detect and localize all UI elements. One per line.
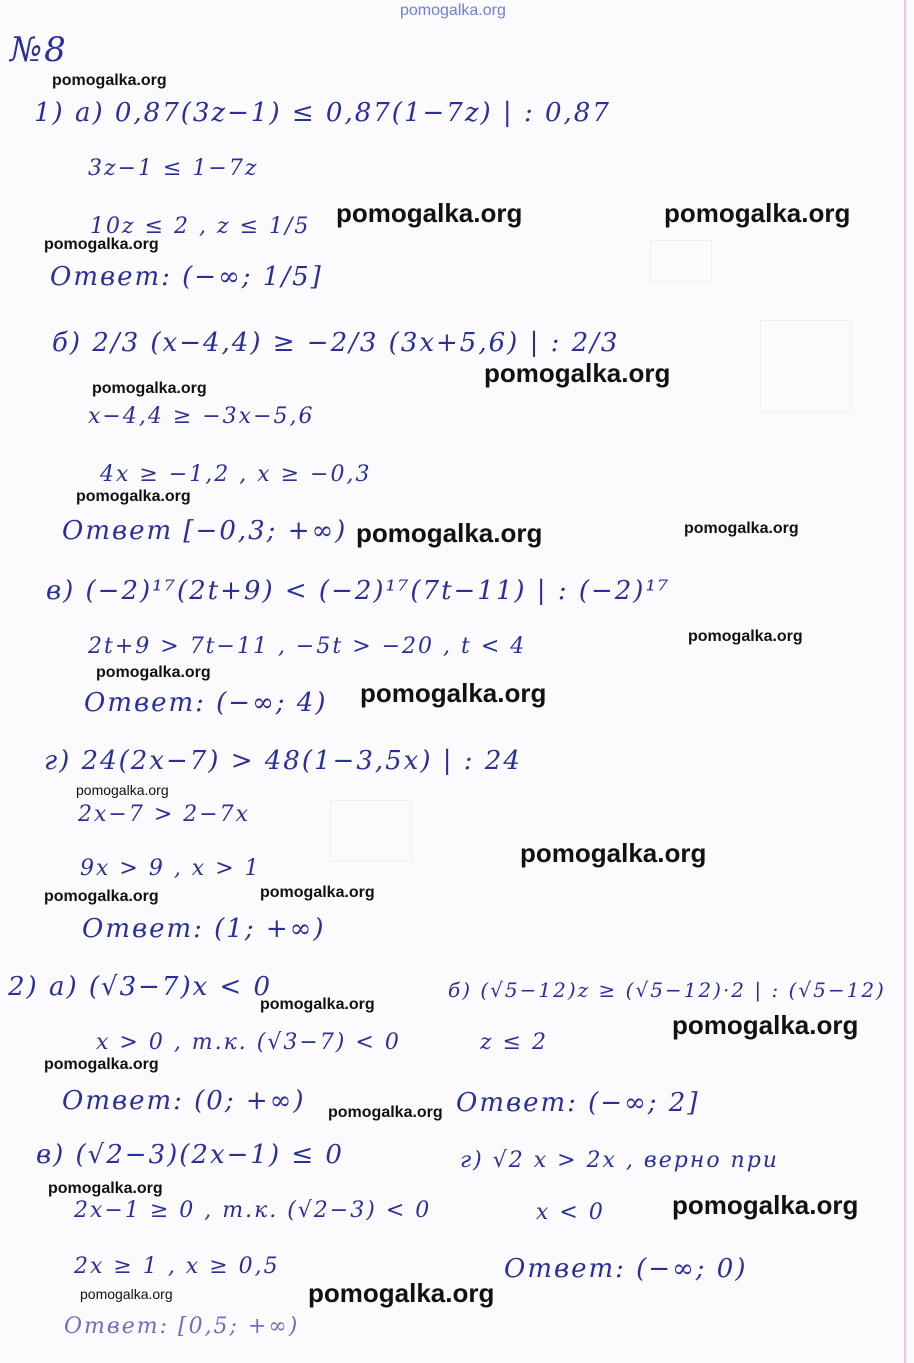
solution-line: z ≤ 2 [480, 1030, 549, 1055]
solution-line: 2x−7 > 2−7x [78, 802, 251, 827]
watermark: pomogalka.org [92, 380, 207, 397]
answer-line: Ответ [−0,3; +∞) [62, 516, 348, 546]
watermark: pomogalka.org [688, 628, 803, 645]
solution-line: в) (√2−3)(2x−1) ≤ 0 [36, 1140, 344, 1170]
answer-line: Ответ: (0; +∞) [62, 1086, 306, 1116]
answer-line: Ответ: (1; +∞) [82, 914, 326, 944]
answer-line: Ответ: (−∞; 4) [84, 688, 328, 718]
solution-line: 3z−1 ≤ 1−7z [88, 156, 259, 181]
watermark: pomogalka.org [44, 888, 159, 905]
watermark: pomogalka.org [336, 198, 523, 228]
watermark: pomogalka.org [360, 678, 547, 708]
watermark: pomogalka.org [44, 1056, 159, 1073]
problem-number: №8 [10, 30, 68, 70]
solution-line: x > 0 , т.к. (√3−7) < 0 [96, 1030, 401, 1055]
watermark: pomogalka.org [484, 358, 671, 388]
watermark: pomogalka.org [684, 520, 799, 537]
watermark: pomogalka.org [76, 488, 191, 505]
solution-line: б) (√5−12)z ≥ (√5−12)·2 | : (√5−12) [448, 978, 886, 1002]
watermark: pomogalka.org [672, 1190, 859, 1220]
solution-line: 2x ≥ 1 , x ≥ 0,5 [74, 1254, 280, 1279]
background-grid [650, 240, 712, 282]
solution-line: 2x−1 ≥ 0 , т.к. (√2−3) < 0 [74, 1198, 432, 1223]
watermark: pomogalka.org [96, 664, 211, 681]
solution-line: б) 2/3 (x−4,4) ≥ −2/3 (3x+5,6) | : 2/3 [52, 328, 620, 358]
watermark: pomogalka.org [308, 1278, 495, 1308]
watermark: pomogalka.org [672, 1010, 859, 1040]
watermark: pomogalka.org [52, 72, 167, 89]
solution-line: г) √2 x > 2x , верно при [460, 1148, 779, 1173]
solution-line: x < 0 [536, 1200, 605, 1225]
watermark: pomogalka.org [260, 996, 375, 1013]
page-margin-line [904, 0, 906, 1363]
solution-line: 2) а) (√3−7)x < 0 [8, 972, 273, 1002]
solution-line: 10z ≤ 2 , z ≤ 1/5 [90, 214, 311, 239]
solution-line: x−4,4 ≥ −3x−5,6 [88, 404, 315, 429]
watermark: pomogalka.org [520, 838, 707, 868]
watermark: pomogalka.org [260, 884, 375, 901]
solution-line: 1) а) 0,87(3z−1) ≤ 0,87(1−7z) | : 0,87 [34, 98, 611, 128]
background-grid [760, 320, 852, 412]
answer-line: Ответ: (−∞; 0) [504, 1254, 748, 1284]
solution-line: 9x > 9 , x > 1 [80, 856, 261, 881]
watermark: pomogalka.org [664, 198, 851, 228]
solution-line: г) 24(2x−7) > 48(1−3,5x) | : 24 [44, 746, 522, 776]
solution-line: 2t+9 > 7t−11 , −5t > −20 , t < 4 [88, 634, 527, 659]
watermark: pomogalka.org [48, 1180, 163, 1197]
watermark: pomogalka.org [80, 1286, 173, 1302]
solution-line: в) (−2)¹⁷(2t+9) < (−2)¹⁷(7t−11) | : (−2)¹⁷ [46, 576, 671, 606]
watermark: pomogalka.org [44, 236, 159, 253]
watermark: pomogalka.org [328, 1104, 443, 1121]
watermark: pomogalka.org [356, 518, 543, 548]
background-grid [330, 800, 412, 862]
answer-line: Ответ: (−∞; 1/5] [50, 262, 323, 292]
watermark: pomogalka.org [76, 782, 169, 798]
answer-line: Ответ: (−∞; 2] [456, 1088, 700, 1118]
answer-line: Ответ: [0,5; +∞) [64, 1314, 300, 1339]
solution-line: 4x ≥ −1,2 , x ≥ −0,3 [100, 462, 372, 487]
site-header: pomogalka.org [400, 2, 506, 19]
